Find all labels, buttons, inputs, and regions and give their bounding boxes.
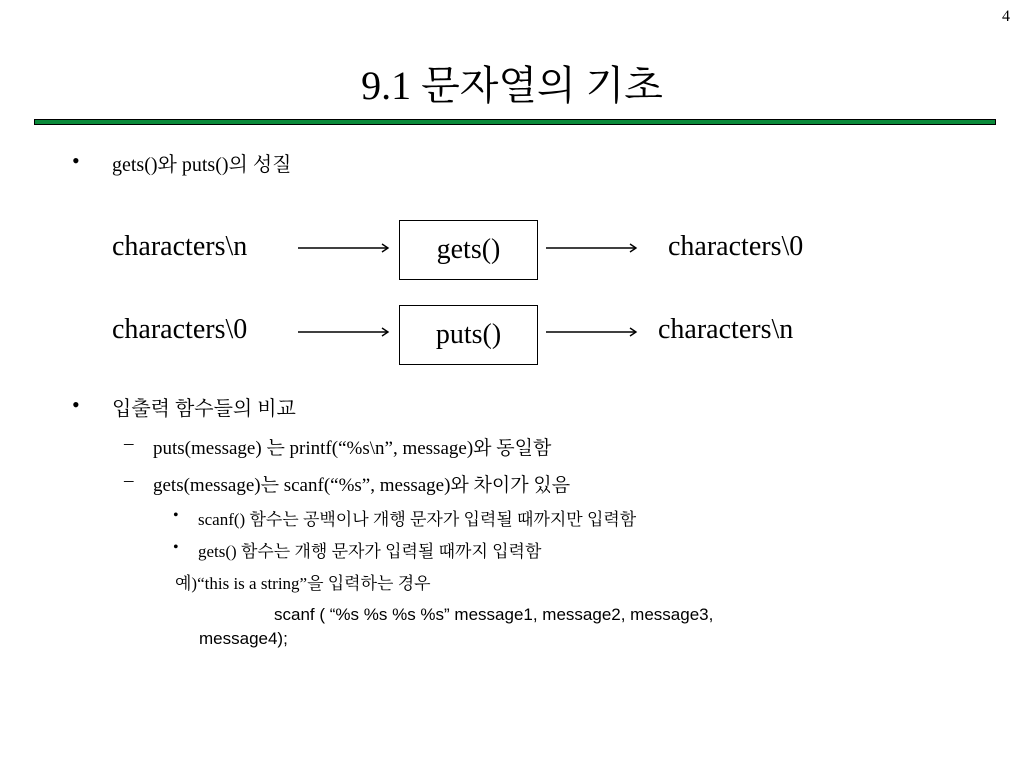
page-number: 4: [1002, 8, 1010, 25]
bullet-marker: •: [72, 392, 80, 417]
sub-sub-item-gets: gets() 함수는 개행 문자가 입력될 때까지 입력함: [198, 542, 542, 561]
title-divider: [34, 119, 996, 125]
gets-function-box: [399, 220, 538, 280]
dash-marker: –: [124, 433, 134, 454]
arrow-right-icon: [298, 242, 390, 254]
sub-item-gets-scanf: gets(message)는 scanf(“%s”, message)와 차이가 있음: [153, 475, 571, 496]
bullet-marker: •: [173, 539, 179, 556]
sub-item-puts-printf: puts(message) 는 printf(“%s\n”, message)와 동일함: [153, 438, 552, 459]
arrow-right-icon: [298, 326, 390, 338]
puts-function-box: [399, 305, 538, 365]
bullet-marker: •: [173, 507, 179, 524]
example-label: 예)“this is a string”을 입력하는 경우: [175, 574, 431, 593]
bullet-marker: •: [72, 148, 80, 173]
code-line-2: message4);: [199, 629, 288, 648]
dash-marker: –: [124, 470, 134, 491]
puts-input-label: characters\0: [112, 314, 248, 345]
puts-function-label: puts(): [435, 319, 502, 350]
gets-output-label: characters\0: [668, 231, 804, 262]
slide-title: 9.1 문자열의 기초: [361, 63, 663, 108]
arrow-right-icon: [546, 326, 638, 338]
code-line-1: scanf ( “%s %s %s %s” message1, message2, message3,: [274, 605, 714, 624]
arrow-right-icon: [546, 242, 638, 254]
gets-input-label: characters\n: [112, 231, 248, 262]
sub-sub-item-scanf: scanf() 함수는 공백이나 개행 문자가 입력될 때까지만 입력함: [198, 510, 637, 529]
puts-output-label: characters\n: [658, 314, 794, 345]
gets-function-label: gets(): [436, 234, 501, 265]
bullet-io-comparison: 입출력 함수들의 비교: [112, 398, 296, 420]
bullet-gets-puts-properties: gets()와 puts()의 성질: [112, 154, 292, 176]
